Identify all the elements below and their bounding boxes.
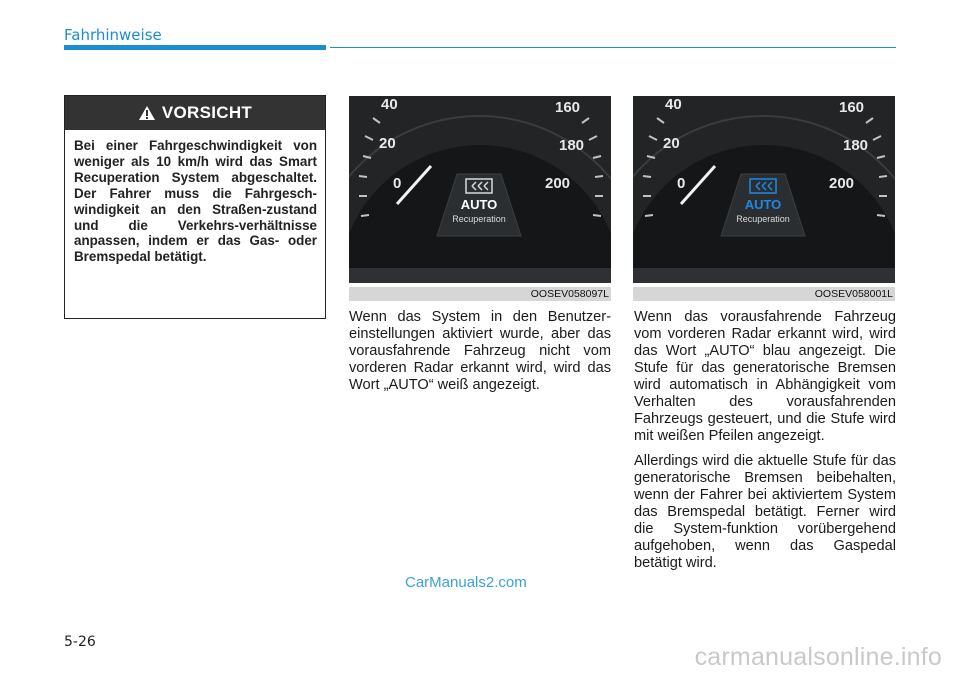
gauge-label: 0 — [393, 175, 402, 192]
caution-text: Bei einer Fahrgeschwindigkeit von weniger als 10 km/h wird das Smart Recuperation System abgeschaltet. Der Fahrer muss die Fahrgesch-windigkeit an den Straßen-zustand und die Verkehrs-verhältnisse anpassen, indem er das Gas- oder Bremspedal betätigt. — [74, 138, 317, 265]
gauge-label: 40 — [381, 96, 398, 113]
auto-label: AUTO — [744, 197, 782, 212]
footer-site-watermark: carmanualsonline.info — [694, 643, 942, 671]
gauge-label: 20 — [663, 135, 680, 152]
gauge-label: 0 — [677, 175, 686, 192]
paragraph: Wenn das vorausfahrende Fahrzeug vom vorderen Radar erkannt wird, wird das Wort „AUTO“ blau angezeigt. Die Stufe für das generatorische Bremsen wird automatisch in Abhängigkeit vom Verhalten des vorausfahrenden Fahrzeugs gesteuert, und die Stufe wird mit weißen Pfeilen angezeigt. — [634, 309, 896, 444]
gauge-label: 200 — [545, 175, 571, 192]
figure-code: OOSEV058001L — [633, 287, 895, 301]
cluster-figure-2 — [633, 96, 895, 283]
gauge-label: 160 — [839, 99, 865, 116]
gauge-label: 40 — [665, 96, 682, 113]
header-rule-thick — [64, 45, 326, 50]
recuperation-label: Recuperation — [736, 214, 790, 224]
warning-triangle-icon — [138, 105, 156, 121]
gauge-label: 20 — [379, 135, 396, 152]
page-number: 5-26 — [64, 634, 96, 650]
instrument-cluster-image — [349, 96, 611, 283]
caution-header — [65, 96, 325, 130]
text-column-1 — [349, 309, 611, 402]
gauge-label: 160 — [555, 99, 581, 116]
caution-title: VORSICHT — [161, 103, 253, 122]
instrument-cluster-image — [633, 96, 895, 283]
gauge-label: 180 — [559, 137, 585, 154]
caution-box — [64, 95, 326, 319]
gauge-label: 180 — [843, 137, 869, 154]
recuperation-label: Recuperation — [452, 214, 506, 224]
paragraph: Wenn das System in den Benutzer-einstellungen aktiviert wurde, aber das vorausfahrende Fahrzeug nicht vom vorderen Radar erkannt wird, wird das Wort „AUTO“ weiß angezeigt. — [349, 309, 611, 393]
paragraph: Allerdings wird die aktuelle Stufe für das generatorische Bremsen beibehalten, wenn der Fahrer bei aktiviertem System das Bremspedal betätigt. Ferner wird die System-funktion vorübergehend aufgehoben, wenn das Gaspedal betätigt wird. — [634, 453, 896, 571]
figure-code: OOSEV058097L — [349, 287, 611, 301]
watermark-link[interactable]: CarManuals2.com — [405, 574, 527, 591]
gauge-label: 200 — [829, 175, 855, 192]
text-column-2 — [634, 309, 896, 580]
section-title: Fahrhinweise — [64, 26, 162, 44]
cluster-figure-1 — [349, 96, 611, 283]
header-rule-thin — [330, 47, 896, 48]
auto-label: AUTO — [460, 197, 498, 212]
